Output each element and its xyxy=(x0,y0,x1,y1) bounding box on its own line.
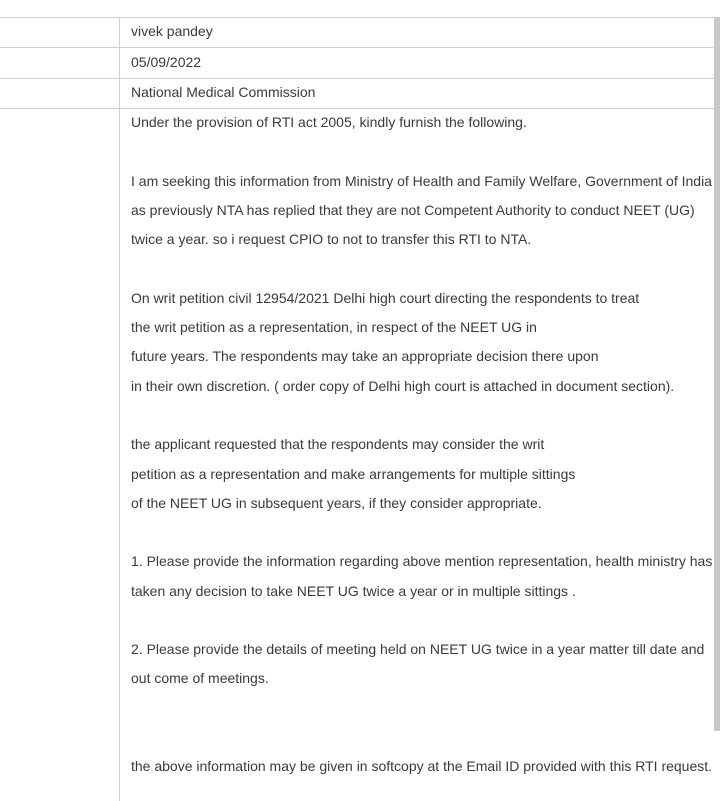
body-line: Under the provision of RTI act 2005, kindly furnish the following. xyxy=(131,114,527,130)
body-line: petition as a representation and make arrangements for multiple sittings xyxy=(131,466,576,482)
body-line: On writ petition civil 12954/2021 Delhi high court directing the respondents to treat xyxy=(131,290,640,306)
request-date: 05/09/2022 xyxy=(131,54,202,70)
vertical-scrollbar[interactable] xyxy=(714,17,720,731)
body-line: the writ petition as a representation, in respect of the NEET UG in xyxy=(131,319,537,335)
body-line: 1. Please provide the information regarding above mention representation, health ministry has xyxy=(131,553,713,569)
applicant-name: vivek pandey xyxy=(131,23,213,39)
row-divider xyxy=(0,17,720,18)
body-line: taken any decision to take NEET UG twice a year or in multiple sittings . xyxy=(131,583,576,599)
body-line: in their own discretion. ( order copy of Delhi high court is attached in document section). xyxy=(131,378,675,394)
row-divider xyxy=(0,47,720,48)
public-authority: National Medical Commission xyxy=(131,84,316,100)
body-line: 2. Please provide the details of meeting held on NEET UG twice in a year matter till date and xyxy=(131,641,705,657)
body-line: I am seeking this information from Ministry of Health and Family Welfare, Government of India xyxy=(131,173,712,189)
body-line: the above information may be given in softcopy at the Email ID provided with this RTI request. xyxy=(131,758,713,774)
body-line: out come of meetings. xyxy=(131,670,269,686)
body-line: future years. The respondents may take an appropriate decision there upon xyxy=(131,348,599,364)
column-divider xyxy=(119,17,120,801)
body-line: of the NEET UG in subsequent years, if they consider appropriate. xyxy=(131,495,542,511)
row-divider xyxy=(0,78,720,79)
body-line: the applicant requested that the respondents may consider the writ xyxy=(131,436,545,452)
body-line: twice a year. so i request CPIO to not to transfer this RTI to NTA. xyxy=(131,231,532,247)
body-line: as previously NTA has replied that they are not Competent Authority to conduct NEET (UG) xyxy=(131,202,695,218)
row-divider xyxy=(0,108,720,109)
